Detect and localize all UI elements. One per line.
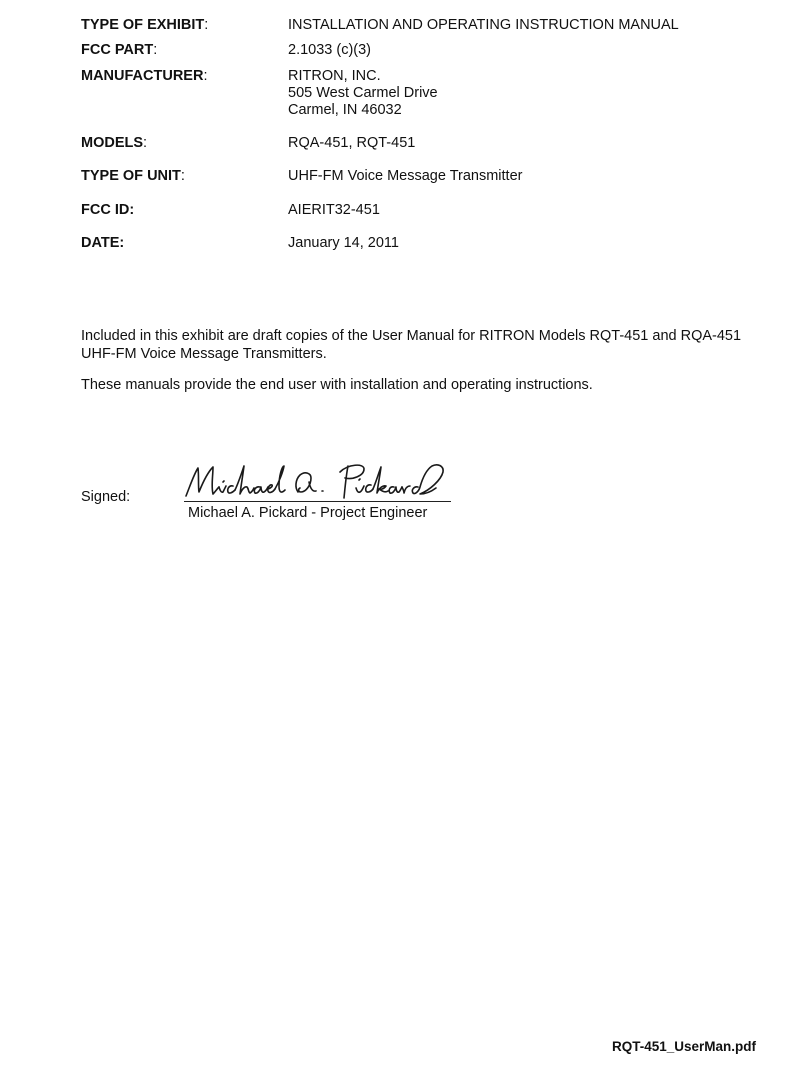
fcc-part-value: 2.1033 (c)(3) [288,42,372,58]
type-of-unit-value: UHF-FM Voice Message Transmitter [288,168,523,184]
models-label: MODELS: [81,135,148,151]
date-value: January 14, 2011 [288,235,399,251]
footer-filename: RQT-451_UserMan.pdf [611,1039,756,1054]
fcc-part-label: FCC PART: [81,42,158,58]
signed-label: Signed: [81,489,131,505]
manufacturer-label: MANUFACTURER: [81,68,208,84]
signature-line [184,501,451,502]
type-of-exhibit-label: TYPE OF EXHIBIT: [81,17,209,33]
manufacturer-name: RITRON, INC. [288,68,381,84]
manual-purpose-paragraph: These manuals provide the end user with installation and operating instructions. [81,377,593,393]
type-of-unit-label: TYPE OF UNIT: [81,168,185,184]
fcc-id-value: AIERIT32-451 [288,202,380,218]
date-label: DATE: [81,235,125,251]
signer-caption: Michael A. Pickard - Project Engineer [188,505,428,521]
exhibit-description-paragraph: Included in this exhibit are draft copies of the User Manual for RITRON Models RQT-451 and RQA-451 UHF-FM Voice Message Transmitters. [81,328,742,362]
fcc-id-label: FCC ID: [81,202,135,218]
models-value: RQA-451, RQT-451 [288,135,416,151]
manufacturer-street: 505 West Carmel Drive [288,85,438,101]
manufacturer-city: Carmel, IN 46032 [288,102,402,118]
handwritten-signature [180,458,452,504]
type-of-exhibit-value: INSTALLATION AND OPERATING INSTRUCTION MANUAL [288,17,679,33]
